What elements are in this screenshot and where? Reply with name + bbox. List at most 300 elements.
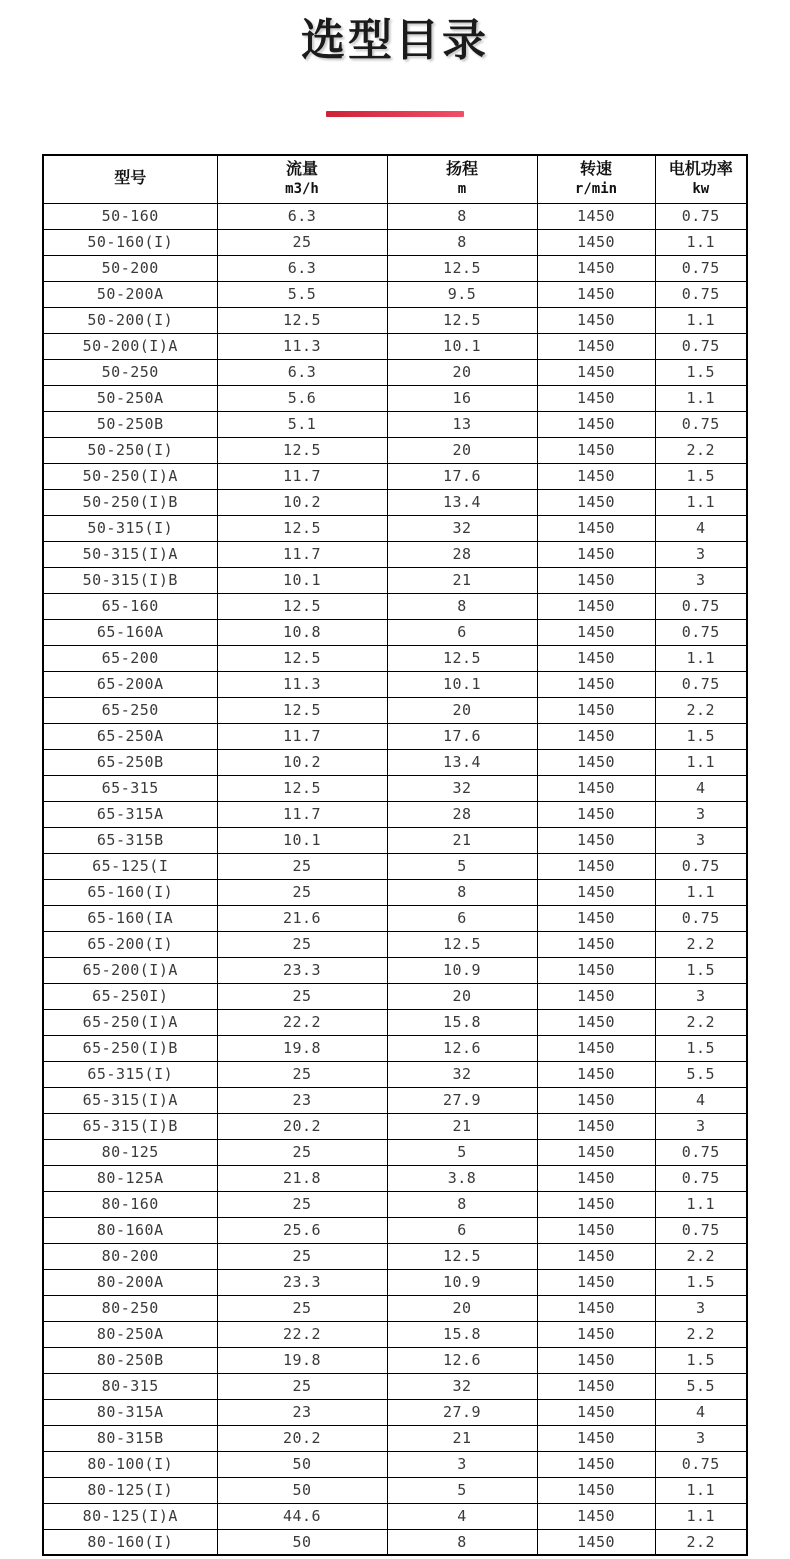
table-row bbox=[43, 775, 747, 801]
cell-speed: 1450 bbox=[537, 1503, 655, 1529]
cell-head: 21 bbox=[387, 827, 537, 853]
cell-power: 5.5 bbox=[655, 1373, 747, 1399]
cell-model: 65-250B bbox=[43, 749, 217, 775]
cell-flow: 25 bbox=[217, 229, 387, 255]
cell-speed: 1450 bbox=[537, 827, 655, 853]
table-row bbox=[43, 1139, 747, 1165]
table-row bbox=[43, 1009, 747, 1035]
cell-power: 2.2 bbox=[655, 437, 747, 463]
cell-head: 5 bbox=[387, 1139, 537, 1165]
cell-power: 4 bbox=[655, 1399, 747, 1425]
cell-power: 3 bbox=[655, 1295, 747, 1321]
cell-power: 1.1 bbox=[655, 229, 747, 255]
cell-flow: 6.3 bbox=[217, 203, 387, 229]
table-row bbox=[43, 593, 747, 619]
table-row bbox=[43, 1373, 747, 1399]
table-row bbox=[43, 1217, 747, 1243]
cell-power: 1.1 bbox=[655, 879, 747, 905]
table-row bbox=[43, 1113, 747, 1139]
cell-power: 3 bbox=[655, 827, 747, 853]
cell-flow: 25 bbox=[217, 853, 387, 879]
col-header-flow-title: 流量 bbox=[285, 161, 318, 179]
cell-model: 65-160 bbox=[43, 593, 217, 619]
cell-flow: 25 bbox=[217, 1061, 387, 1087]
cell-model: 80-160A bbox=[43, 1217, 217, 1243]
cell-model: 80-160(I) bbox=[43, 1529, 217, 1555]
cell-power: 1.5 bbox=[655, 1347, 747, 1373]
table-row bbox=[43, 515, 747, 541]
cell-power: 5.5 bbox=[655, 1061, 747, 1087]
cell-speed: 1450 bbox=[537, 1243, 655, 1269]
cell-speed: 1450 bbox=[537, 853, 655, 879]
cell-speed: 1450 bbox=[537, 359, 655, 385]
cell-flow: 11.3 bbox=[217, 333, 387, 359]
cell-head: 12.5 bbox=[387, 255, 537, 281]
cell-model: 80-315B bbox=[43, 1425, 217, 1451]
table-row bbox=[43, 905, 747, 931]
cell-head: 27.9 bbox=[387, 1087, 537, 1113]
cell-power: 0.75 bbox=[655, 1451, 747, 1477]
table-row bbox=[43, 333, 747, 359]
cell-speed: 1450 bbox=[537, 1009, 655, 1035]
cell-power: 2.2 bbox=[655, 931, 747, 957]
cell-head: 6 bbox=[387, 619, 537, 645]
cell-power: 1.1 bbox=[655, 307, 747, 333]
table-row bbox=[43, 1321, 747, 1347]
cell-power: 4 bbox=[655, 775, 747, 801]
cell-power: 1.5 bbox=[655, 723, 747, 749]
cell-speed: 1450 bbox=[537, 385, 655, 411]
table-row bbox=[43, 1451, 747, 1477]
cell-flow: 25 bbox=[217, 1373, 387, 1399]
cell-head: 10.1 bbox=[387, 671, 537, 697]
cell-model: 65-200(I) bbox=[43, 931, 217, 957]
cell-power: 1.1 bbox=[655, 749, 747, 775]
cell-head: 8 bbox=[387, 593, 537, 619]
cell-power: 2.2 bbox=[655, 1243, 747, 1269]
cell-speed: 1450 bbox=[537, 229, 655, 255]
cell-speed: 1450 bbox=[537, 697, 655, 723]
cell-speed: 1450 bbox=[537, 1399, 655, 1425]
cell-model: 50-315(I)A bbox=[43, 541, 217, 567]
cell-model: 50-160(I) bbox=[43, 229, 217, 255]
cell-speed: 1450 bbox=[537, 333, 655, 359]
table-row bbox=[43, 645, 747, 671]
cell-speed: 1450 bbox=[537, 905, 655, 931]
cell-flow: 11.7 bbox=[217, 541, 387, 567]
cell-speed: 1450 bbox=[537, 801, 655, 827]
cell-power: 0.75 bbox=[655, 255, 747, 281]
cell-head: 21 bbox=[387, 567, 537, 593]
cell-model: 65-160A bbox=[43, 619, 217, 645]
table-row bbox=[43, 385, 747, 411]
cell-speed: 1450 bbox=[537, 1425, 655, 1451]
cell-model: 65-315(I)B bbox=[43, 1113, 217, 1139]
cell-head: 28 bbox=[387, 541, 537, 567]
cell-power: 1.5 bbox=[655, 463, 747, 489]
col-header-speed-title: 转速 bbox=[579, 161, 612, 179]
cell-flow: 10.2 bbox=[217, 749, 387, 775]
cell-flow: 10.8 bbox=[217, 619, 387, 645]
cell-power: 0.75 bbox=[655, 905, 747, 931]
cell-speed: 1450 bbox=[537, 437, 655, 463]
cell-speed: 1450 bbox=[537, 957, 655, 983]
cell-flow: 25 bbox=[217, 983, 387, 1009]
cell-model: 80-200A bbox=[43, 1269, 217, 1295]
table-row bbox=[43, 1269, 747, 1295]
cell-head: 3 bbox=[387, 1451, 537, 1477]
cell-power: 0.75 bbox=[655, 671, 747, 697]
cell-power: 0.75 bbox=[655, 853, 747, 879]
cell-speed: 1450 bbox=[537, 619, 655, 645]
cell-head: 13.4 bbox=[387, 749, 537, 775]
cell-model: 50-250(I)B bbox=[43, 489, 217, 515]
cell-speed: 1450 bbox=[537, 411, 655, 437]
cell-head: 12.6 bbox=[387, 1347, 537, 1373]
cell-speed: 1450 bbox=[537, 1295, 655, 1321]
cell-speed: 1450 bbox=[537, 1269, 655, 1295]
cell-model: 50-250(I) bbox=[43, 437, 217, 463]
cell-power: 1.5 bbox=[655, 957, 747, 983]
page-title: 选型目录 bbox=[301, 16, 489, 65]
cell-model: 80-125A bbox=[43, 1165, 217, 1191]
cell-model: 50-250 bbox=[43, 359, 217, 385]
cell-power: 1.1 bbox=[655, 1503, 747, 1529]
col-header-model bbox=[43, 155, 217, 203]
cell-model: 65-315 bbox=[43, 775, 217, 801]
cell-speed: 1450 bbox=[537, 645, 655, 671]
cell-flow: 12.5 bbox=[217, 775, 387, 801]
cell-model: 65-200A bbox=[43, 671, 217, 697]
col-header-flow bbox=[217, 155, 387, 203]
cell-speed: 1450 bbox=[537, 515, 655, 541]
cell-model: 50-315(I) bbox=[43, 515, 217, 541]
col-header-head-unit: m bbox=[457, 181, 467, 198]
cell-model: 50-250A bbox=[43, 385, 217, 411]
table-row bbox=[43, 957, 747, 983]
cell-model: 80-250B bbox=[43, 1347, 217, 1373]
col-header-power-unit: kw bbox=[692, 181, 710, 198]
cell-power: 1.1 bbox=[655, 1191, 747, 1217]
table-row bbox=[43, 983, 747, 1009]
table-row bbox=[43, 255, 747, 281]
cell-head: 8 bbox=[387, 1529, 537, 1555]
cell-power: 0.75 bbox=[655, 333, 747, 359]
cell-model: 65-315B bbox=[43, 827, 217, 853]
cell-power: 4 bbox=[655, 515, 747, 541]
cell-speed: 1450 bbox=[537, 567, 655, 593]
table-row bbox=[43, 489, 747, 515]
table-row bbox=[43, 1243, 747, 1269]
cell-power: 3 bbox=[655, 1113, 747, 1139]
table-header bbox=[43, 155, 747, 203]
col-header-power-title: 电机功率 bbox=[668, 161, 733, 179]
table-row bbox=[43, 1035, 747, 1061]
cell-model: 50-160 bbox=[43, 203, 217, 229]
cell-model: 50-200(I) bbox=[43, 307, 217, 333]
cell-power: 1.1 bbox=[655, 385, 747, 411]
cell-head: 10.9 bbox=[387, 957, 537, 983]
col-header-head-title: 扬程 bbox=[445, 161, 478, 179]
cell-flow: 10.2 bbox=[217, 489, 387, 515]
cell-power: 2.2 bbox=[655, 1529, 747, 1555]
cell-model: 65-125(I bbox=[43, 853, 217, 879]
cell-power: 0.75 bbox=[655, 1217, 747, 1243]
cell-speed: 1450 bbox=[537, 1139, 655, 1165]
cell-speed: 1450 bbox=[537, 723, 655, 749]
cell-flow: 23 bbox=[217, 1087, 387, 1113]
cell-head: 15.8 bbox=[387, 1321, 537, 1347]
cell-head: 21 bbox=[387, 1113, 537, 1139]
cell-flow: 25 bbox=[217, 1243, 387, 1269]
cell-speed: 1450 bbox=[537, 1217, 655, 1243]
cell-flow: 19.8 bbox=[217, 1347, 387, 1373]
cell-head: 20 bbox=[387, 1295, 537, 1321]
cell-speed: 1450 bbox=[537, 775, 655, 801]
cell-speed: 1450 bbox=[537, 203, 655, 229]
cell-flow: 10.1 bbox=[217, 827, 387, 853]
table-row bbox=[43, 1503, 747, 1529]
cell-power: 3 bbox=[655, 1425, 747, 1451]
cell-flow: 25 bbox=[217, 1295, 387, 1321]
cell-flow: 23.3 bbox=[217, 957, 387, 983]
cell-speed: 1450 bbox=[537, 1347, 655, 1373]
table-row bbox=[43, 879, 747, 905]
cell-flow: 25.6 bbox=[217, 1217, 387, 1243]
cell-speed: 1450 bbox=[537, 1165, 655, 1191]
cell-head: 4 bbox=[387, 1503, 537, 1529]
cell-head: 6 bbox=[387, 905, 537, 931]
cell-power: 3 bbox=[655, 983, 747, 1009]
cell-head: 10.1 bbox=[387, 333, 537, 359]
cell-flow: 10.1 bbox=[217, 567, 387, 593]
cell-power: 1.5 bbox=[655, 1269, 747, 1295]
cell-model: 65-200 bbox=[43, 645, 217, 671]
cell-flow: 23 bbox=[217, 1399, 387, 1425]
cell-flow: 20.2 bbox=[217, 1113, 387, 1139]
cell-speed: 1450 bbox=[537, 879, 655, 905]
cell-power: 3 bbox=[655, 541, 747, 567]
cell-head: 32 bbox=[387, 1373, 537, 1399]
cell-head: 6 bbox=[387, 1217, 537, 1243]
cell-flow: 50 bbox=[217, 1477, 387, 1503]
table-row bbox=[43, 853, 747, 879]
cell-flow: 50 bbox=[217, 1451, 387, 1477]
cell-model: 50-315(I)B bbox=[43, 567, 217, 593]
cell-power: 3 bbox=[655, 801, 747, 827]
table-row bbox=[43, 1425, 747, 1451]
table-row bbox=[43, 1191, 747, 1217]
table-row bbox=[43, 697, 747, 723]
cell-power: 1.1 bbox=[655, 1477, 747, 1503]
table-row bbox=[43, 827, 747, 853]
cell-model: 50-200(I)A bbox=[43, 333, 217, 359]
cell-speed: 1450 bbox=[537, 1087, 655, 1113]
table-row bbox=[43, 567, 747, 593]
cell-power: 1.5 bbox=[655, 359, 747, 385]
cell-speed: 1450 bbox=[537, 541, 655, 567]
cell-head: 12.5 bbox=[387, 931, 537, 957]
cell-power: 1.5 bbox=[655, 1035, 747, 1061]
cell-head: 13 bbox=[387, 411, 537, 437]
cell-power: 0.75 bbox=[655, 1165, 747, 1191]
cell-model: 50-250(I)A bbox=[43, 463, 217, 489]
cell-flow: 12.5 bbox=[217, 697, 387, 723]
cell-speed: 1450 bbox=[537, 281, 655, 307]
cell-model: 65-250I) bbox=[43, 983, 217, 1009]
cell-flow: 12.5 bbox=[217, 645, 387, 671]
cell-head: 32 bbox=[387, 515, 537, 541]
table-row bbox=[43, 1295, 747, 1321]
cell-speed: 1450 bbox=[537, 749, 655, 775]
cell-flow: 23.3 bbox=[217, 1269, 387, 1295]
table-body bbox=[43, 203, 747, 1555]
cell-flow: 25 bbox=[217, 879, 387, 905]
cell-flow: 5.6 bbox=[217, 385, 387, 411]
cell-head: 3.8 bbox=[387, 1165, 537, 1191]
cell-model: 65-315(I)A bbox=[43, 1087, 217, 1113]
cell-head: 32 bbox=[387, 775, 537, 801]
cell-flow: 11.7 bbox=[217, 801, 387, 827]
cell-model: 65-250(I)B bbox=[43, 1035, 217, 1061]
cell-model: 65-315(I) bbox=[43, 1061, 217, 1087]
cell-power: 0.75 bbox=[655, 411, 747, 437]
cell-flow: 21.6 bbox=[217, 905, 387, 931]
cell-flow: 12.5 bbox=[217, 307, 387, 333]
cell-model: 80-250 bbox=[43, 1295, 217, 1321]
cell-flow: 44.6 bbox=[217, 1503, 387, 1529]
cell-speed: 1450 bbox=[537, 931, 655, 957]
table-row bbox=[43, 1399, 747, 1425]
cell-model: 50-250B bbox=[43, 411, 217, 437]
cell-power: 0.75 bbox=[655, 1139, 747, 1165]
cell-flow: 20.2 bbox=[217, 1425, 387, 1451]
cell-speed: 1450 bbox=[537, 1451, 655, 1477]
cell-model: 80-125(I) bbox=[43, 1477, 217, 1503]
table-row bbox=[43, 723, 747, 749]
table-row bbox=[43, 229, 747, 255]
cell-speed: 1450 bbox=[537, 1061, 655, 1087]
cell-model: 65-160(IA bbox=[43, 905, 217, 931]
table-row bbox=[43, 619, 747, 645]
cell-flow: 22.2 bbox=[217, 1321, 387, 1347]
cell-flow: 11.7 bbox=[217, 463, 387, 489]
cell-head: 8 bbox=[387, 229, 537, 255]
table-row bbox=[43, 411, 747, 437]
table-row bbox=[43, 801, 747, 827]
cell-speed: 1450 bbox=[537, 1113, 655, 1139]
cell-head: 5 bbox=[387, 853, 537, 879]
cell-head: 8 bbox=[387, 879, 537, 905]
cell-flow: 25 bbox=[217, 931, 387, 957]
table-row bbox=[43, 671, 747, 697]
table-row bbox=[43, 307, 747, 333]
cell-speed: 1450 bbox=[537, 1321, 655, 1347]
cell-model: 65-160(I) bbox=[43, 879, 217, 905]
cell-head: 17.6 bbox=[387, 723, 537, 749]
cell-head: 27.9 bbox=[387, 1399, 537, 1425]
cell-speed: 1450 bbox=[537, 1477, 655, 1503]
cell-head: 8 bbox=[387, 1191, 537, 1217]
cell-head: 10.9 bbox=[387, 1269, 537, 1295]
cell-head: 20 bbox=[387, 437, 537, 463]
cell-model: 80-315A bbox=[43, 1399, 217, 1425]
cell-power: 1.1 bbox=[655, 645, 747, 671]
cell-head: 16 bbox=[387, 385, 537, 411]
cell-head: 28 bbox=[387, 801, 537, 827]
cell-flow: 12.5 bbox=[217, 515, 387, 541]
cell-head: 15.8 bbox=[387, 1009, 537, 1035]
col-header-model-title: 型号 bbox=[114, 170, 147, 188]
cell-model: 65-250A bbox=[43, 723, 217, 749]
cell-flow: 12.5 bbox=[217, 593, 387, 619]
col-header-speed-unit: r/min bbox=[574, 181, 618, 198]
cell-power: 1.1 bbox=[655, 489, 747, 515]
cell-model: 65-315A bbox=[43, 801, 217, 827]
table-row bbox=[43, 749, 747, 775]
cell-speed: 1450 bbox=[537, 463, 655, 489]
table-row bbox=[43, 203, 747, 229]
cell-power: 2.2 bbox=[655, 1009, 747, 1035]
cell-speed: 1450 bbox=[537, 307, 655, 333]
cell-model: 65-250 bbox=[43, 697, 217, 723]
cell-model: 50-200 bbox=[43, 255, 217, 281]
cell-speed: 1450 bbox=[537, 593, 655, 619]
table-row bbox=[43, 1165, 747, 1191]
cell-flow: 11.7 bbox=[217, 723, 387, 749]
cell-power: 2.2 bbox=[655, 1321, 747, 1347]
cell-head: 12.5 bbox=[387, 1243, 537, 1269]
cell-flow: 50 bbox=[217, 1529, 387, 1555]
col-header-power bbox=[655, 155, 747, 203]
cell-power: 3 bbox=[655, 567, 747, 593]
cell-flow: 12.5 bbox=[217, 437, 387, 463]
cell-flow: 21.8 bbox=[217, 1165, 387, 1191]
table-row bbox=[43, 1061, 747, 1087]
table-row bbox=[43, 541, 747, 567]
cell-head: 12.5 bbox=[387, 307, 537, 333]
cell-power: 0.75 bbox=[655, 593, 747, 619]
cell-speed: 1450 bbox=[537, 983, 655, 1009]
cell-head: 8 bbox=[387, 203, 537, 229]
cell-head: 9.5 bbox=[387, 281, 537, 307]
col-header-head bbox=[387, 155, 537, 203]
cell-head: 20 bbox=[387, 983, 537, 1009]
cell-head: 32 bbox=[387, 1061, 537, 1087]
cell-speed: 1450 bbox=[537, 671, 655, 697]
table-row bbox=[43, 281, 747, 307]
cell-head: 5 bbox=[387, 1477, 537, 1503]
cell-flow: 19.8 bbox=[217, 1035, 387, 1061]
table-row bbox=[43, 1529, 747, 1555]
cell-model: 80-125(I)A bbox=[43, 1503, 217, 1529]
col-header-speed bbox=[537, 155, 655, 203]
table-header-row bbox=[43, 155, 747, 203]
cell-flow: 25 bbox=[217, 1139, 387, 1165]
cell-power: 4 bbox=[655, 1087, 747, 1113]
cell-speed: 1450 bbox=[537, 489, 655, 515]
table-row bbox=[43, 931, 747, 957]
cell-head: 12.6 bbox=[387, 1035, 537, 1061]
table-row bbox=[43, 437, 747, 463]
title-underline-bar bbox=[326, 111, 464, 117]
cell-head: 21 bbox=[387, 1425, 537, 1451]
cell-flow: 5.5 bbox=[217, 281, 387, 307]
cell-model: 80-125 bbox=[43, 1139, 217, 1165]
cell-head: 20 bbox=[387, 697, 537, 723]
table-row bbox=[43, 1347, 747, 1373]
cell-model: 65-200(I)A bbox=[43, 957, 217, 983]
